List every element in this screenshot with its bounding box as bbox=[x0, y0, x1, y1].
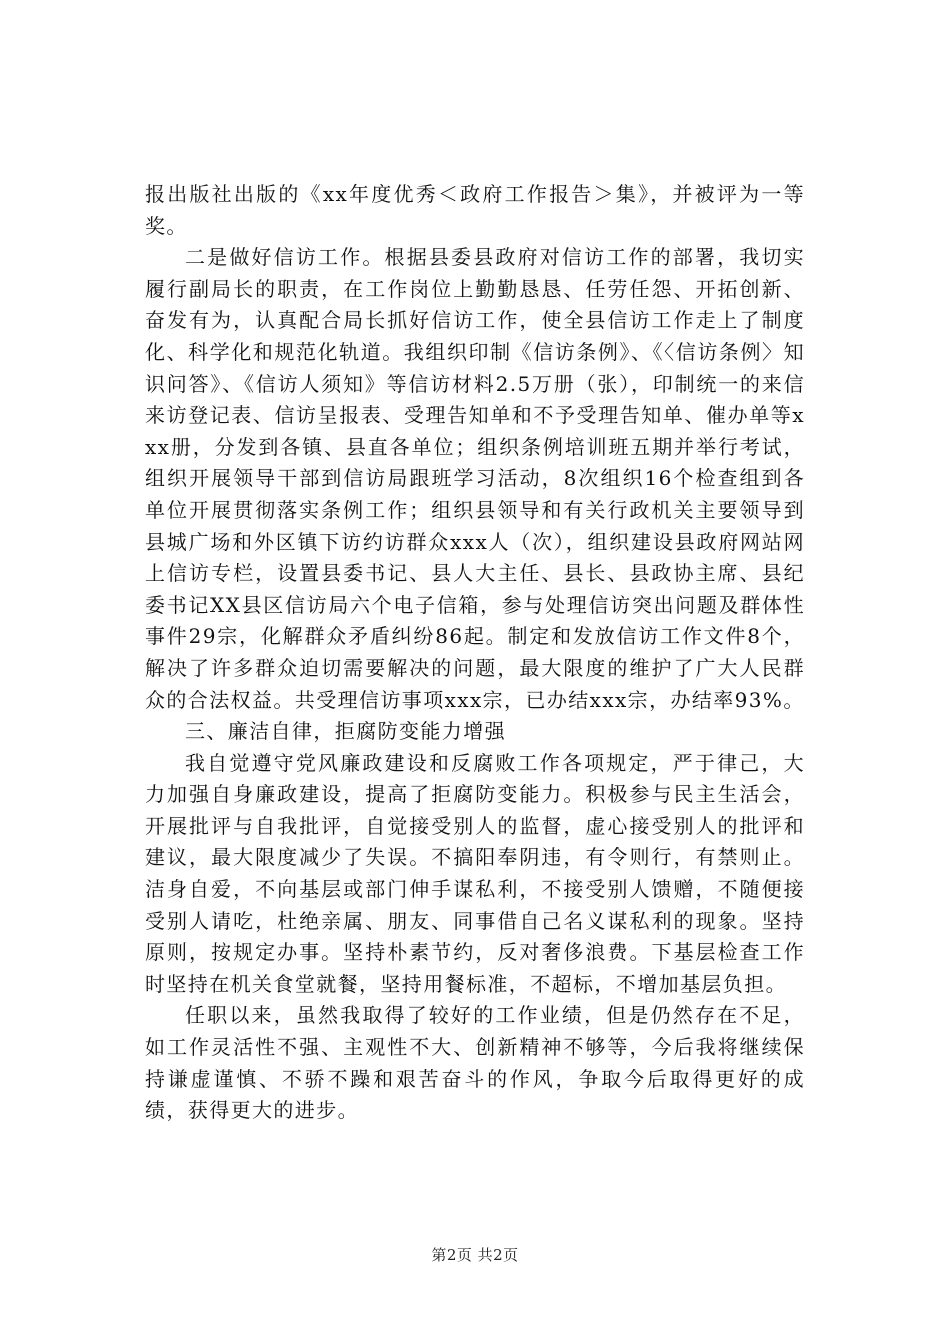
page-footer: 第2页 共2页 bbox=[431, 1246, 519, 1264]
paragraph-continuation: 报出版社出版的《xx年度优秀＜政府工作报告＞集》，并被评为一等奖。 bbox=[145, 182, 805, 238]
document-body bbox=[145, 179, 805, 1127]
section-heading-integrity: 三、廉洁自律，拒腐防变能力增强 bbox=[185, 719, 506, 744]
paragraph-integrity: 我自觉遵守党风廉政建设和反腐败工作各项规定，严于律己，大力加强自身廉政建设，提高了拒腐防变能力。积极参与民主生活会，开展批评与自我批评，自觉接受别人的监督，虚心接受别人的批评和建议，最大限度减少了失误。不搞阳奉阴违，有令则行，有禁则止。洁身自爱，不向基层或部门伸手谋私利，不接受别人馈赠，不随便接受别人请吃，杜绝亲属、朋友、同事借自己名义谋私利的现象。坚持原则，按规定办事。坚持朴素节约，反对奢侈浪费。下基层检查工作时坚持在机关食堂就餐，坚持用餐标准，不超标，不增加基层负担。 bbox=[145, 750, 805, 996]
paragraph-conclusion: 任职以来，虽然我取得了较好的工作业绩，但是仍然存在不足，如工作灵活性不强、主观性不大、创新精神不够等，今后我将继续保持谦虚谨慎、不骄不躁和艰苦奋斗的作风，争取今后取得更好的成绩，获得更大的进步。 bbox=[145, 1003, 805, 1123]
paragraph-petition-work: 二是做好信访工作。根据县委县政府对信访工作的部署，我切实履行副局长的职责，在工作岗位上勤勤恳恳、任劳任怨、开拓创新、奋发有为，认真配合局长抓好信访工作，使全县信访工作走上了制度化、科学化和规范化轨道。我组织印制《信访条例》、《〈信访条例〉知识问答》、《信访人须知》等信访材料2.5万册（张），印制统一的来信来访登记表、信访呈报表、受理告知单和不予受理告知单、催办单等xxx册，分发到各镇、县直各单位；组织条例培训班五期并举行考试，组织开展领导干部到信访局跟班学习活动，8次组织16个检查组到各单位开展贯彻落实条例工作；组织县领导和有关行政机关主要领导到县城广场和外区镇下访约访群众xxx人（次），组织建设县政府网站网上信访专栏，设置县委书记、县人大主任、县长、县政协主席、县纪委书记XX县区信访局六个电子信箱，参与处理信访突出问题及群体性事件29宗，化解群众矛盾纠纷86起。制定和发放信访工作文件8个，解决了许多群众迫切需要解决的问题，最大限度的维护了广大人民群众的合法权益。共受理信访事项xxx宗，已办结xxx宗，办结率93%。 bbox=[145, 245, 805, 712]
